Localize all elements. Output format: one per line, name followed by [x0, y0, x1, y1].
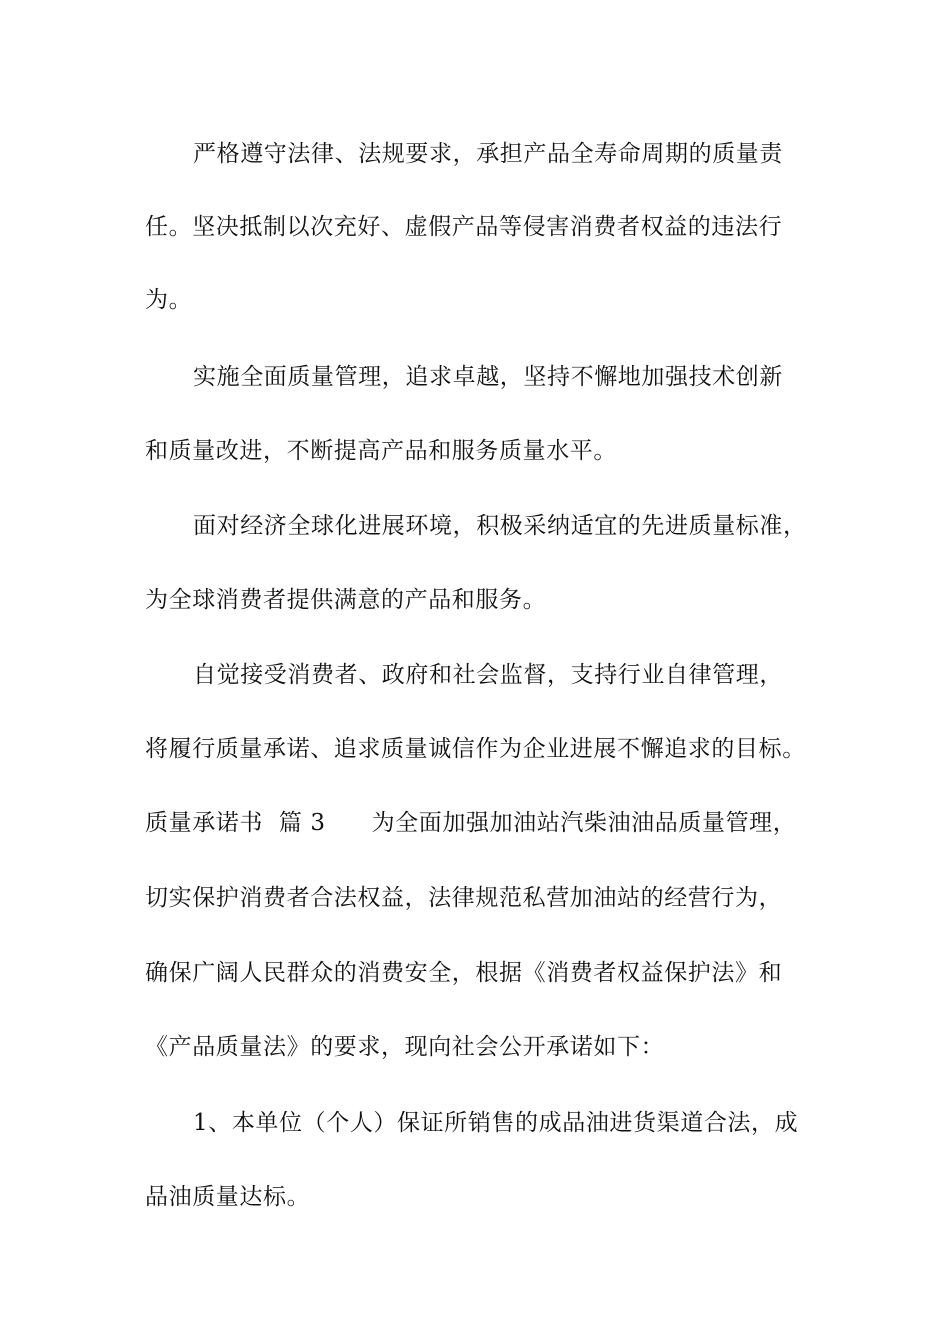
- section-3-line-1: 为全面加强加油站汽柴油油品质量管理，: [371, 810, 797, 836]
- section-3-heading-line: [145, 808, 796, 838]
- paragraph-1-line-2: 任。坚决抵制以次充好、虚假产品等侵害消费者权益的违法行: [145, 214, 783, 240]
- paragraph-4-line-2: 将履行质量承诺、追求质量诚信作为企业进展不懈追求的目标。: [145, 736, 806, 762]
- paragraph-2-line-1: 实施全面质量管理，追求卓越，坚持不懈地加强技术创新: [193, 364, 783, 390]
- section-3-line-3: 确保广阔人民群众的消费安全，根据《消费者权益保护法》和: [145, 960, 783, 986]
- paragraph-2-line-2: 和质量改进，不断提高产品和服务质量水平。: [145, 438, 617, 464]
- item-1-line-2: 品油质量达标。: [145, 1184, 311, 1210]
- section-3-line-4: 《产品质量法》的要求，现向社会公开承诺如下：: [145, 1034, 665, 1060]
- paragraph-3-line-1: 面对经济全球化进展环境，积极采纳适宜的先进质量标准，: [193, 513, 807, 539]
- paragraph-3-line-2: 为全球消费者提供满意的产品和服务。: [145, 587, 547, 613]
- paragraph-1-line-3: 为。: [145, 287, 193, 313]
- section-3-title: 质量承诺书 篇 3: [145, 810, 326, 836]
- paragraph-1-line-1: 严格遵守法律、法规要求，承担产品全寿命周期的质量责: [193, 141, 783, 167]
- item-1-line-1: 1、本单位（个人）保证所销售的成品油进货渠道合法，成: [193, 1110, 799, 1136]
- paragraph-4-line-1: 自觉接受消费者、政府和社会监督，支持行业自律管理，: [193, 662, 783, 688]
- section-3-line-2: 切实保护消费者合法权益，法律规范私营加油站的经营行为，: [145, 885, 783, 911]
